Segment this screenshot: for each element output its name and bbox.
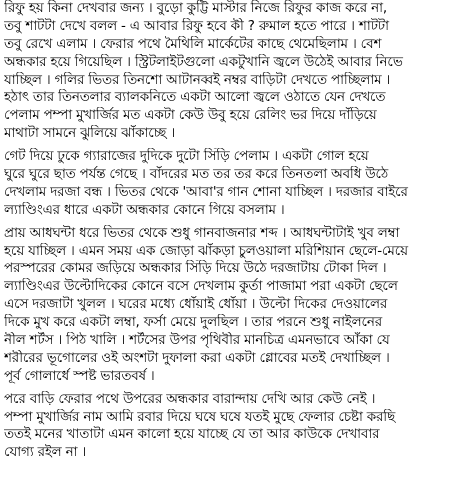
text-line: মাথাটা সামনে ঝুলিয়ে ঝাঁকাচ্ছে । xyxy=(4,125,175,142)
text-line: তবু রেখে এলাম । ফেরার পথে মৈথিলি মার্কেটের কাছে থেমেছিলাম । বেশ xyxy=(4,35,382,52)
text-line: ল্যাণ্ডিংএর ধারে একটা অন্ধকার কোনে গিয়ে বসলাম । xyxy=(4,201,285,218)
text-line: পরে বাড়ি ফেরার পথে উপরের অন্ধকার বারান্দায় দেখি আর কেউ নেই । xyxy=(4,390,376,407)
text-line: শরীরের ভূগোলের ওই অংশটা দুফালা করা একটা গ্লোবের মতই দেখাচ্ছিল । xyxy=(4,349,390,366)
text-line: পেলাম পম্পা মুখার্জির মত একটা কেউ উবু হয়ে রেলিং ভর দিয়ে দাঁড়িয়ে xyxy=(4,107,377,124)
text-line: প্রায় আধঘন্টা ধরে ভিতর থেকে শুধু গানবাজনার শব্দ । আধঘন্টাটাই খুব লম্বা xyxy=(4,224,400,241)
paragraph xyxy=(4,148,452,220)
text-line: ঘুরে ঘুরে ছাত পর্যন্ত গেছে । বাঁদরের মত তর তর করে তিনতলা অবধি উঠে xyxy=(4,166,388,183)
paragraph xyxy=(4,225,452,386)
text-line: অন্ধকার হয়ে গিয়েছিল । স্ট্রিটলাইটগুলো একটুখানি জ্বলে উঠেই আবার নিভে xyxy=(4,53,403,70)
text-line: পূর্ব গোলার্ধে স্পষ্ট ভারতবর্ষ । xyxy=(4,367,155,384)
text-line: হয়ে যাচ্ছিল । এমন সময় এক জোড়া ঝাঁকড়া চুলওয়ালা মরিশিয়ান ছেলে-মেয়ে xyxy=(4,242,408,259)
text-line: রিফু হয় কিনা দেখবার জন্য । বুড়ো কুট্টি মাস্টার নিজে রিফুর কাজ করে না, xyxy=(4,0,387,16)
text-line: পরস্পরের কোমর জড়িয়ে অন্ধকার সিঁড়ি দিয়ে উঠে দরজাটায় টোকা দিল । xyxy=(4,260,387,277)
text-line: গেট দিয়ে ঢুকে গ্যারাজের দুদিকে দুটো সিঁড়ি পেলাম । একটা গোল হয়ে xyxy=(4,148,369,165)
text-line: ল্যাণ্ডিংএর উল্টোদিকের কোনে বসে দেখলাম কুর্তা পাজামা পরা একটা ছেলে xyxy=(4,278,398,295)
story-text xyxy=(4,0,452,462)
paragraph xyxy=(4,0,452,143)
text-line: এসে দরজাটা খুলল । ঘরের মধ্যে ধোঁয়াই ধোঁয়া । উল্টো দিকের দেওয়ালের xyxy=(4,296,388,313)
text-line: পম্পা মুখার্জির নাম আমি রবার দিয়ে ঘষে ঘষে যতই মুছে ফেলার চেষ্টা করছি xyxy=(4,408,396,425)
text-line: হঠাৎ তার তিনতলার ব্যালকনিতে একটা আলো জ্বলে ওঠাতে যেন দেখতে xyxy=(4,89,386,106)
text-line: যাচ্ছিল । গলির ভিতর তিনশো আটানব্বই নম্বর বাড়িটা দেখতে পাচ্ছিলাম । xyxy=(4,71,391,88)
text-line: তবু শাটটা দেখে বলল - এ আবার রিফু হবে কী ? রুমাল হতে পারে । শাটটা xyxy=(4,17,389,34)
text-line: দেখলাম দরজা বন্ধ । ভিতর থেকে 'আবা'র গান শোনা যাচ্ছিল । দরজার বাইরে xyxy=(4,183,408,200)
paragraph xyxy=(4,391,452,463)
text-line: দিকে মুখ করে একটা লম্বা, ফর্সা মেয়ে দুলছিল । তার পরনে শুধু নাইলনের xyxy=(4,314,383,331)
text-line: ততই মনের খাতাটা এমন কালো হয়ে যাচ্ছে যে তা আর কাউকে দেখাবার xyxy=(4,426,380,443)
text-line: নীল শর্টস । পিঠ খালি । শর্টসের উপর পৃথিবীর মানচিত্র এমনভাবে আঁকা যে xyxy=(4,332,390,349)
text-line: যোগ্য রইল না । xyxy=(4,444,87,461)
